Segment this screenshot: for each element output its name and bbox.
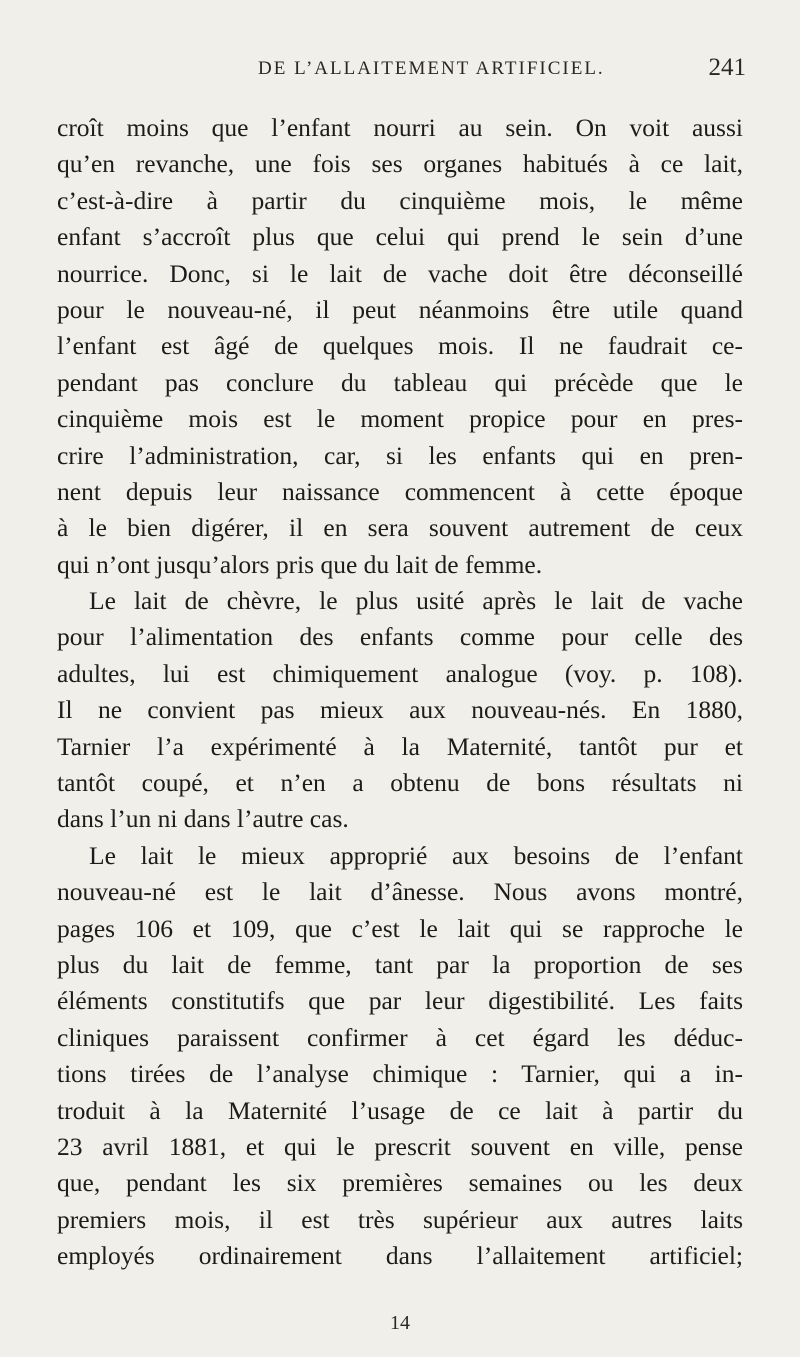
text-line: croît moins que l’enfant nourri au sein. On voit aussi — [57, 113, 743, 142]
text-line: premiers mois, il est très supérieur aux autres laits — [57, 1204, 743, 1234]
text-line: pour l’alimentation des enfants comme pour celle des — [57, 622, 743, 652]
text-line: Le lait le mieux approprié aux besoins de l’enfant — [89, 840, 743, 870]
running-head — [130, 50, 746, 90]
text-line: que, pendant les six premières semaines ou les deux — [57, 1168, 743, 1198]
text-line: Le lait de chèvre, le plus usité après le lait de vache — [89, 586, 743, 616]
text-line: pages 106 et 109, que c’est le lait qui se rapproche le — [57, 913, 743, 943]
text-line: enfant s’accroît plus que celui qui prend le sein d’une — [57, 222, 743, 252]
text-line: troduit à la Maternité l’usage de ce lait à partir du — [57, 1095, 743, 1125]
text-line: c’est-à-dire à partir du cinquième mois, le même — [57, 185, 743, 215]
text-line: à le bien digérer, il en sera souvent autrement de ceux — [57, 513, 743, 543]
text-line: cinquième mois est le moment propice pour en pres- — [57, 404, 743, 434]
text-line: tions tirées de l’analyse chimique : Tarnier, qui a in- — [57, 1059, 743, 1089]
paragraph — [57, 838, 743, 1275]
body-text — [57, 110, 743, 1275]
text-line: qu’en revanche, une fois ses organes habitués à ce lait, — [57, 149, 743, 179]
paragraph — [57, 583, 743, 838]
page-number: 241 — [708, 54, 746, 81]
text-line: dans l’un ni dans l’autre cas. — [57, 804, 349, 834]
text-line: pour le nouveau-né, il peut néanmoins être utile quand — [57, 294, 743, 324]
text-line: adultes, lui est chimiquement analogue (voy. p. 108). — [57, 658, 743, 688]
text-line: nourrice. Donc, si le lait de vache doit être déconseillé — [57, 258, 743, 288]
text-line: tantôt coupé, et n’en a obtenu de bons résultats ni — [57, 768, 743, 798]
running-title: DE L’ALLAITEMENT ARTIFICIEL. — [258, 58, 605, 79]
text-line: cliniques paraissent confirmer à cet égard les déduc- — [57, 1022, 743, 1052]
text-line: employés ordinairement dans l’allaitement artificiel; — [57, 1241, 743, 1271]
paragraph — [57, 110, 743, 583]
text-line: pendant pas conclure du tableau qui précède que le — [57, 367, 743, 397]
text-line: nouveau-né est le lait d’ânesse. Nous avons montré, — [57, 877, 743, 907]
text-line: qui n’ont jusqu’alors pris que du lait de femme. — [57, 549, 543, 579]
text-line: Il ne convient pas mieux aux nouveau-nés. En 1880, — [57, 695, 743, 725]
text-line: nent depuis leur naissance commencent à cette époque — [57, 476, 743, 506]
signature-mark: 14 — [390, 1312, 410, 1334]
text-line: Tarnier l’a expérimenté à la Maternité, tantôt pur et — [57, 731, 743, 761]
text-line: crire l’administration, car, si les enfants qui en pren- — [57, 440, 743, 470]
text-line: plus du lait de femme, tant par la proportion de ses — [57, 949, 743, 979]
text-line: éléments constitutifs que par leur digestibilité. Les faits — [57, 986, 743, 1016]
text-line: 23 avril 1881, et qui le prescrit souvent en ville, pense — [57, 1131, 743, 1161]
text-line: l’enfant est âgé de quelques mois. Il ne faudrait ce- — [57, 331, 743, 361]
